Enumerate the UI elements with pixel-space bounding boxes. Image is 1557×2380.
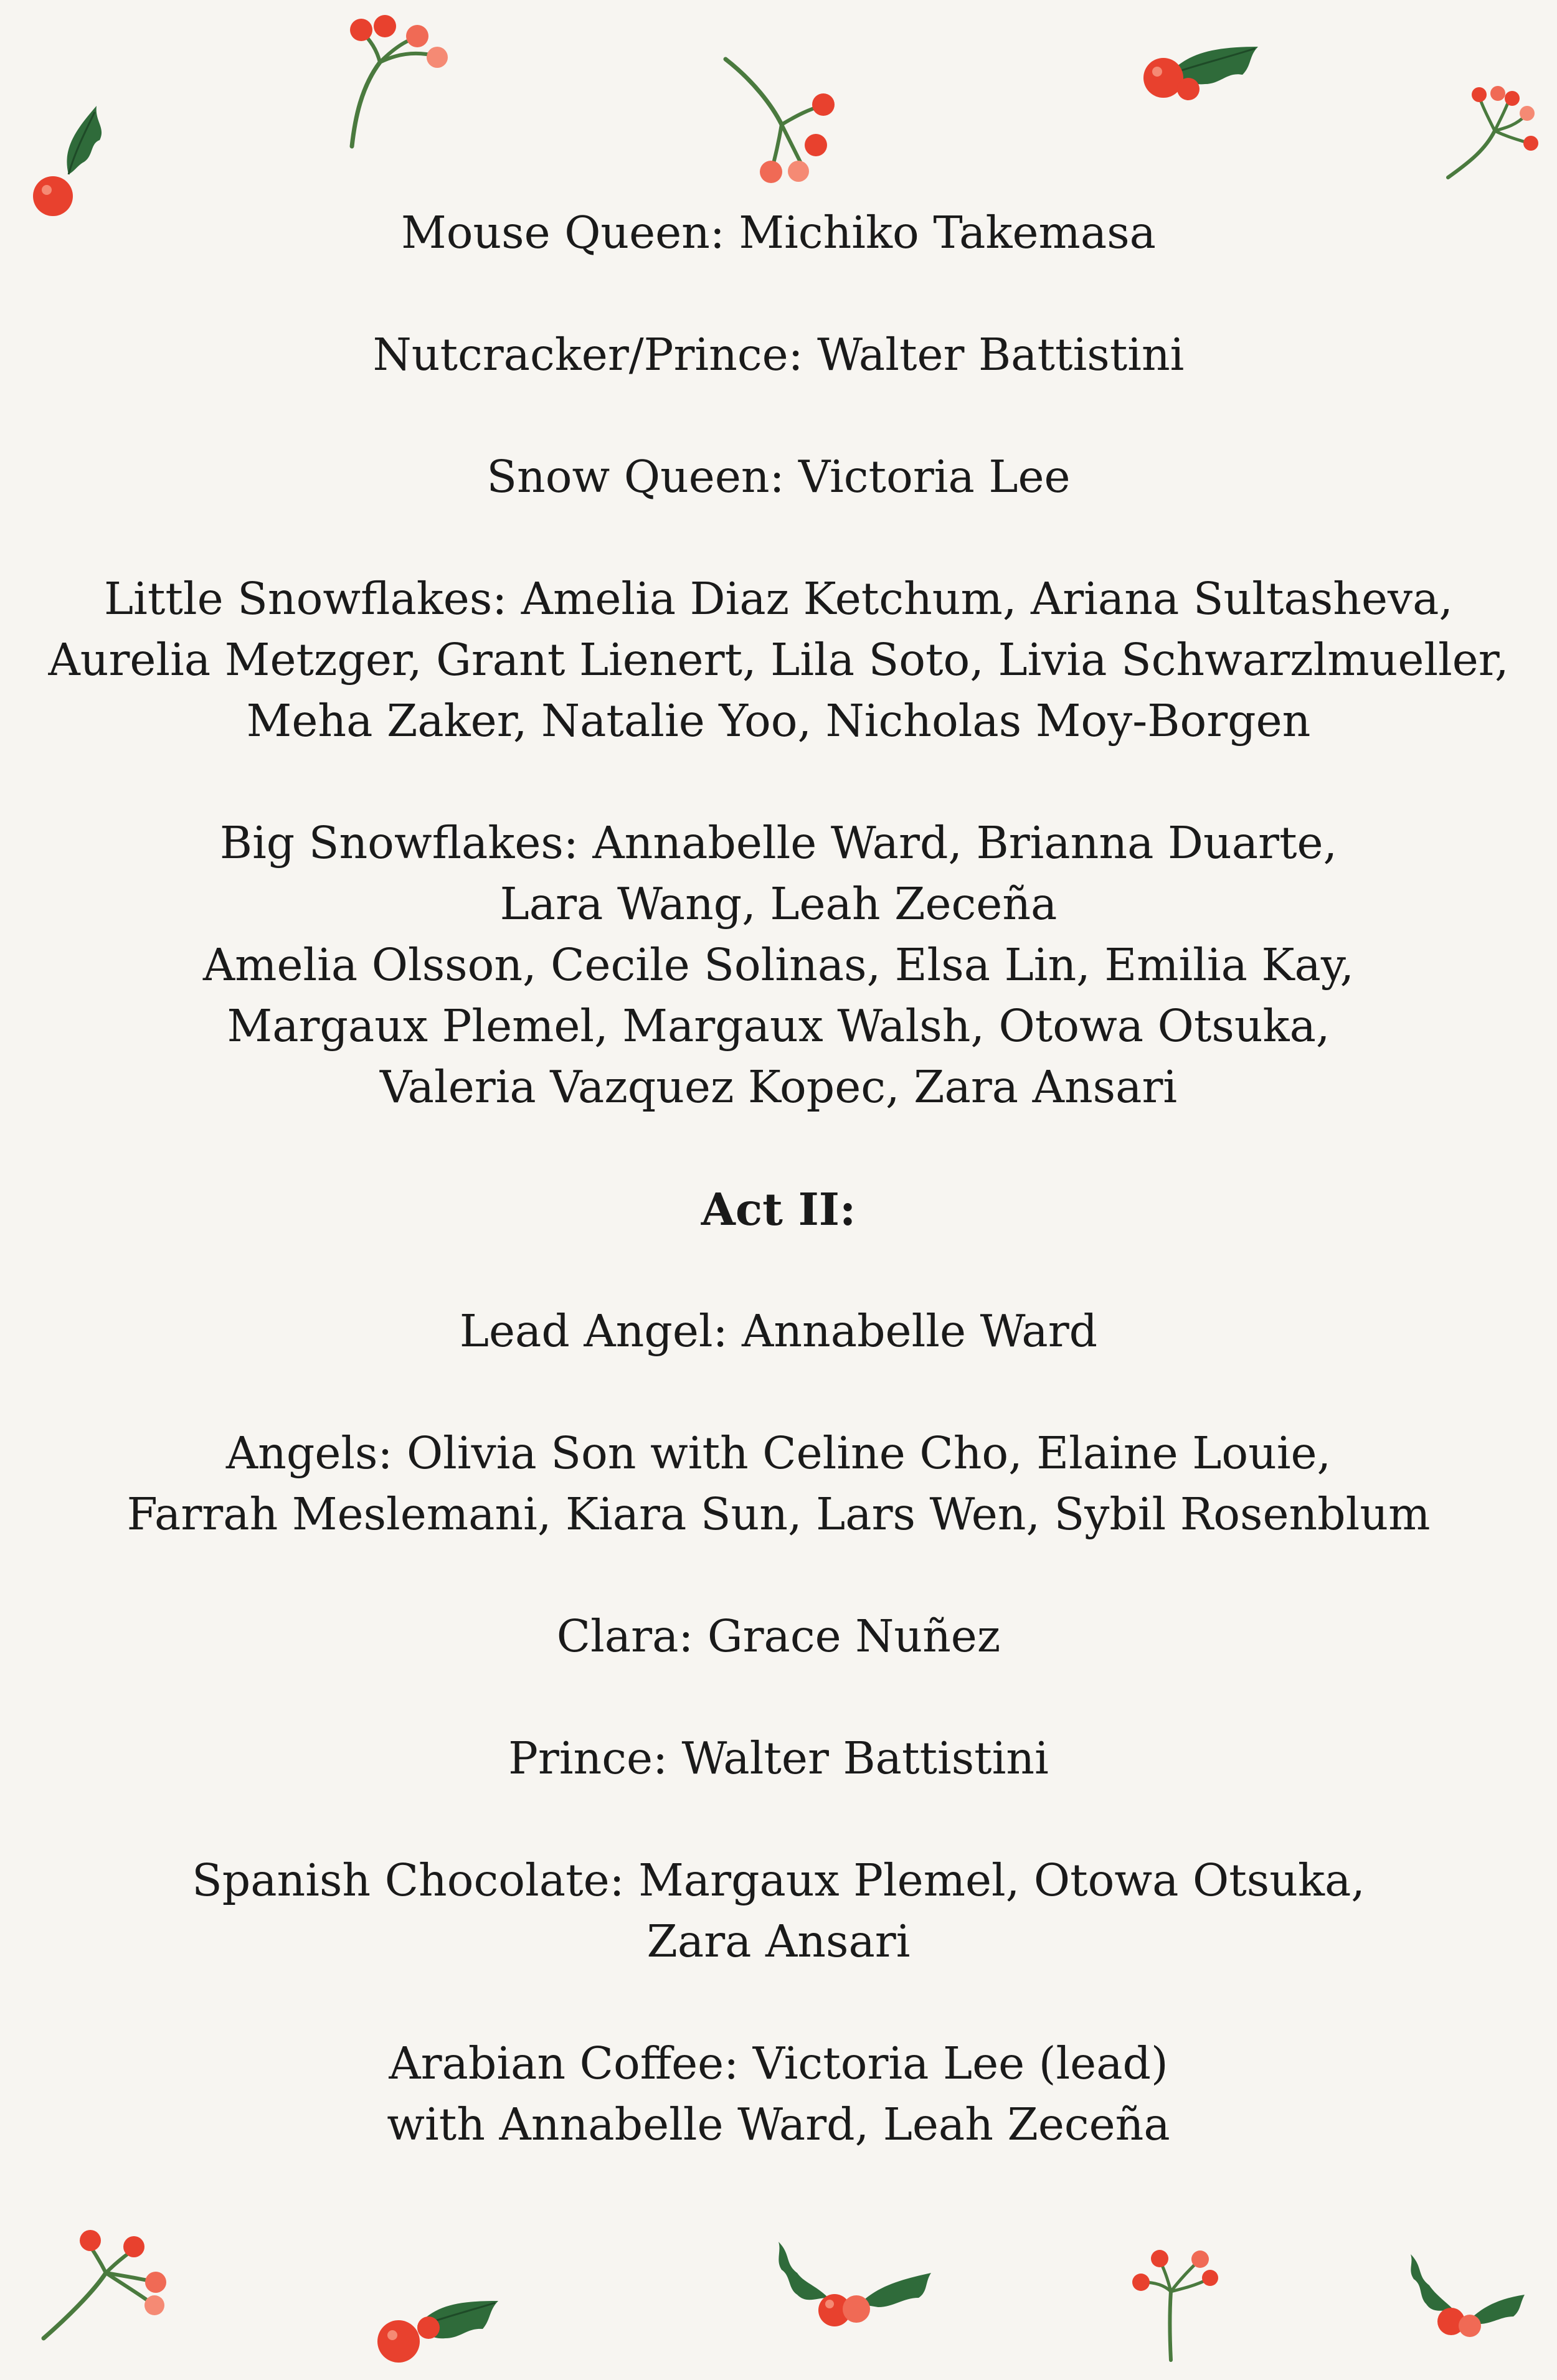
cast-entry-nutcracker-prince [0,324,1557,385]
cast-entry-mouse-queen [0,202,1557,263]
cast-line: Arabian Coffee: Victoria Lee (lead) [389,2038,1168,2089]
cast-entry-snow-queen [0,446,1557,508]
cast-entry-clara [0,1606,1557,1667]
cast-line: Big Snowflakes: Annabelle Ward, Brianna Duarte, [219,817,1338,869]
cast-line: Aurelia Metzger, Grant Lienert, Lila Soto, Livia Schwarzlmueller, [48,634,1509,686]
cast-list [0,202,1557,2216]
cast-line: Prince: Walter Battistini [508,1732,1049,1784]
cast-line: with Annabelle Ward, Leah Zeceña [387,2099,1170,2150]
cast-entry-arabian-coffee [0,2033,1557,2155]
cast-line: Amelia Olsson, Cecile Solinas, Elsa Lin, Emilia Kay, [202,939,1355,991]
cast-line: Valeria Vazquez Kopec, Zara Ansari [379,1061,1178,1113]
cast-entry-spanish-chocolate [0,1850,1557,1972]
cast-line: Snow Queen: Victoria Lee [486,451,1071,503]
cast-line: Meha Zaker, Natalie Yoo, Nicholas Moy-Borgen [246,695,1311,747]
cast-line: Zara Ansari [646,1915,911,1967]
act-heading: Act II: [701,1183,856,1235]
cast-line: Nutcracker/Prince: Walter Battistini [372,329,1185,380]
cast-entry-little-snowflakes [0,569,1557,752]
cast-line: Spanish Chocolate: Margaux Plemel, Otowa Otsuka, [192,1854,1365,1906]
cast-line: Clara: Grace Nuñez [556,1610,1001,1662]
cast-entry-angels [0,1423,1557,1545]
holly-sprig-icon [367,2279,504,2366]
cast-line: Angels: Olivia Son with Celine Cho, Elaine Louie, [225,1427,1332,1479]
cast-line: Lara Wang, Leah Zeceña [499,878,1058,930]
berry-sprig-icon [1439,81,1538,187]
holly-sprig-icon [1401,2248,1526,2341]
holly-sprig-icon [772,2236,934,2335]
cast-entry-prince [0,1728,1557,1789]
cast-line: Lead Angel: Annabelle Ward [459,1305,1098,1357]
cast-line: Margaux Plemel, Margaux Walsh, Otowa Otsuka, [227,1000,1330,1052]
cast-line: Farrah Meslemani, Kiara Sun, Lars Wen, Sybil Rosenblum [126,1488,1431,1540]
berry-sprig-icon [31,2223,181,2348]
berry-sprig-icon [324,12,461,156]
cast-line: Mouse Queen: Michiko Takemasa [401,207,1156,258]
holly-sprig-icon [1133,28,1271,109]
berry-sprig-icon [716,50,853,193]
cast-entry-lead-angel [0,1301,1557,1362]
cast-line: Little Snowflakes: Amelia Diaz Ketchum, Ariana Sultasheva, [104,573,1453,625]
cast-entry-big-snowflakes [0,813,1557,1118]
berry-sprig-icon [1121,2242,1233,2366]
